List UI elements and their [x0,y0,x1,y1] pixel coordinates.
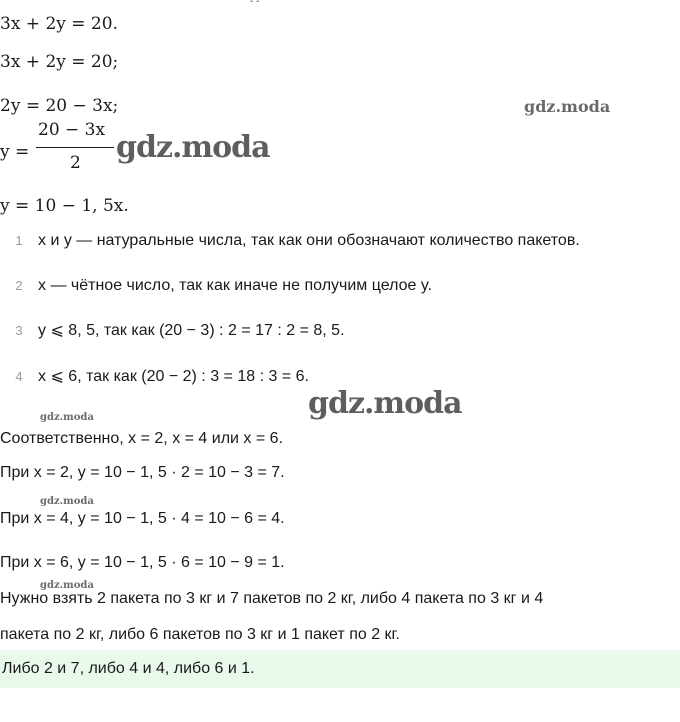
need-line-2: пакета по 2 кг, либо 6 пакетов по 3 кг и 1 пакет по 2 кг. [0,626,400,643]
equation-3: 2y = 20 − 3x; [0,96,119,116]
fraction-equation [0,120,120,190]
need-line-1: Нужно взять 2 пакета по 3 кг и 7 пакетов по 2 кг, либо 4 пакета по 3 кг и 4 [0,590,544,607]
watermark: gdz.moda [40,496,94,507]
watermark: gdz.moda [308,386,462,421]
list-text: x и y — натуральные числа, так как они обозначают количество пакетов. [38,232,580,249]
list-item [0,232,580,250]
respectively-line: Соответственно, x = 2, x = 4 или x = 6. [0,430,284,447]
list-number: 4 [15,369,23,384]
case-2-line: При x = 4, y = 10 − 1, 5 · 4 = 10 − 6 = 4. [0,510,285,527]
watermark: gdz.moda [40,580,94,591]
fraction-lhs: y = [0,142,30,162]
equation-2: 3x + 2y = 20; [0,52,119,72]
list-number: 2 [15,278,23,293]
list-number: 1 [15,233,23,248]
answer-box [0,650,680,688]
case-1-line: При x = 2, y = 10 − 1, 5 · 2 = 10 − 3 = 7. [0,464,285,481]
list-item [0,366,309,386]
watermark: gdz.moda [116,130,270,165]
watermark: gdz.moda [40,412,94,423]
case-3-line: При x = 6, y = 10 − 1, 5 · 6 = 10 − 9 = 1. [0,554,285,571]
fraction-bar [36,147,114,148]
equation-1: 3x + 2y = 20. [0,14,118,34]
equation-5: y = 10 − 1, 5x. [0,196,129,216]
answer-text: Либо 2 и 7, либо 4 и 4, либо 6 и 1. [2,660,255,677]
top-marks: ˆ ˆ [250,0,260,11]
list-item [0,277,432,295]
fraction-denominator: 2 [70,153,81,173]
list-item [0,320,345,340]
fraction-numerator: 20 − 3x [38,120,106,140]
list-text: y ⩽ 8, 5, так как (20 − 3) : 2 = 17 : 2 = 8, 5. [38,322,345,339]
watermark: gdz.moda [524,97,611,116]
list-text: x — чётное число, так как иначе не получим целое y. [38,277,433,294]
list-number: 3 [15,323,23,338]
list-text: x ⩽ 6, так как (20 − 2) : 3 = 18 : 3 = 6. [38,368,309,385]
